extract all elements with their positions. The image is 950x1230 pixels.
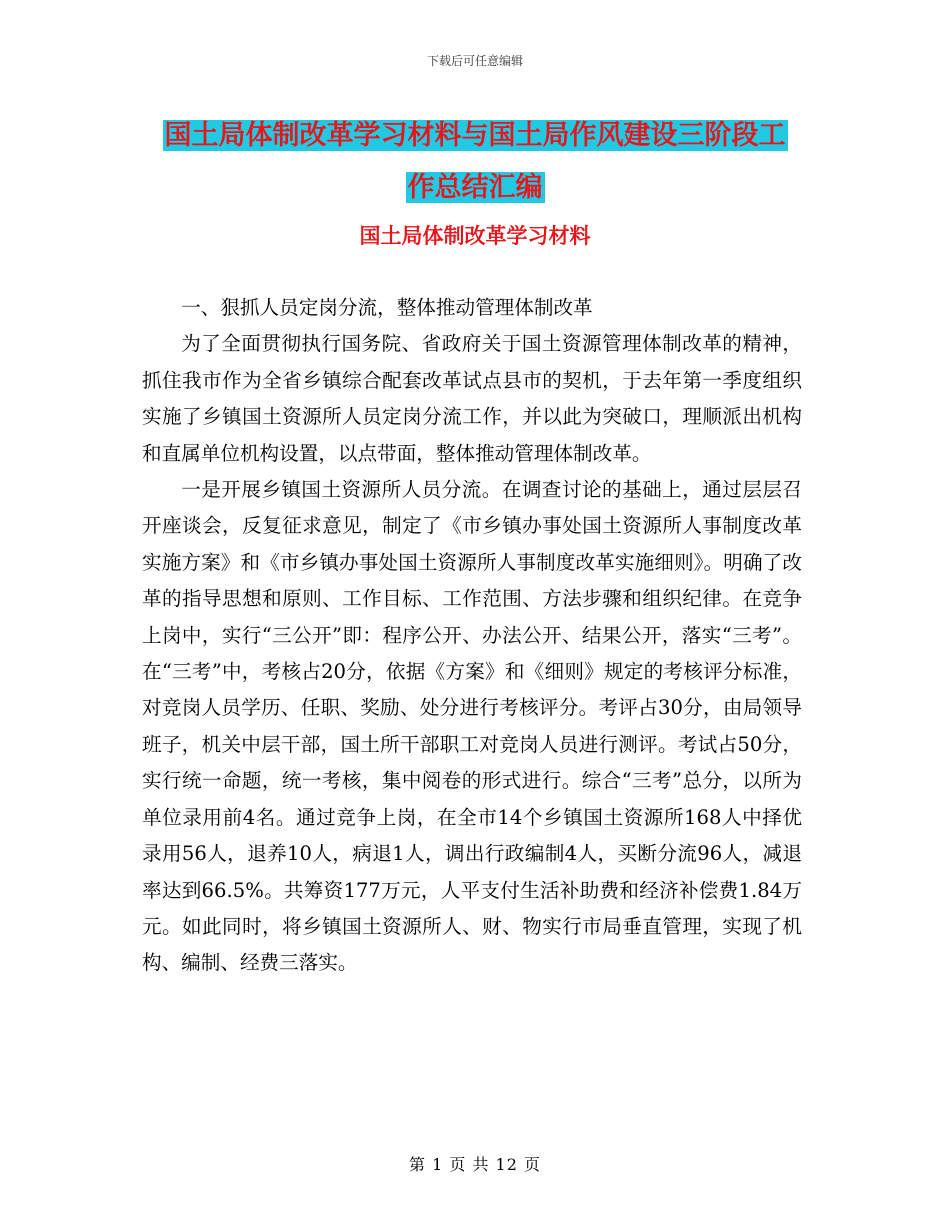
body-text [142, 290, 802, 982]
paragraph: 一是开展乡镇国土资源所人员分流。在调查讨论的基础上，通过层层召开座谈会，反复征求意见，制定了《市乡镇办事处国土资源所人事制度改革实施方案》和《市乡镇办事处国土资源所人事制度改革实施细则》。明确了改革的指导思想和原则、工作目标、工作范围、方法步骤和组织纪律。在竞争上岗中，实行“三公开”即：程序公开、办法公开、结果公开，落实“三考”。在“三考”中，考核占20分，依据《方案》和《细则》规定的考核评分标准，对竞岗人员学历、任职、奖励、处分进行考核评分。考评占30分，由局领导班子，机关中层干部，国土所干部职工对竞岗人员进行测评。考试占50分，实行统一命题，统一考核，集中阅卷的形式进行。综合“三考”总分，以所为单位录用前4名。通过竞争上岗，在全市14个乡镇国土资源所168人中择优录用56人，退养10人，病退1人，调出行政编制4人，买断分流96人，减退率达到66.5%。共筹资177万元，人平支付生活补助费和经济补偿费1.84万元。如此同时，将乡镇国土资源所人、财、物实行市局垂直管理，实现了机构、编制、经费三落实。 [142, 478, 802, 975]
header-note: 下载后可任意编辑 [426, 54, 523, 68]
title-line-1: 国土局体制改革学习材料与国土局作风建设三阶段工 [164, 120, 786, 151]
page-footer: 第 1 页 共 12 页 [409, 1155, 541, 1174]
section-title: 国土局体制改革学习材料 [359, 223, 591, 248]
paragraph-heading: 一、狠抓人员定岗分流，整体推动管理体制改革 [181, 296, 593, 319]
paragraph: 为了全面贯彻执行国务院、省政府关于国土资源管理体制改革的精神，抓住我市作为全省乡镇综合配套改革试点县市的契机，于去年第一季度组织实施了乡镇国土资源所人员定岗分流工作，并以此为突破口，理顺派出机构和直属单位机构设置，以点带面，整体推动管理体制改革。 [142, 332, 802, 465]
title-line-2: 作总结汇编 [407, 172, 543, 203]
document-title [140, 110, 810, 214]
